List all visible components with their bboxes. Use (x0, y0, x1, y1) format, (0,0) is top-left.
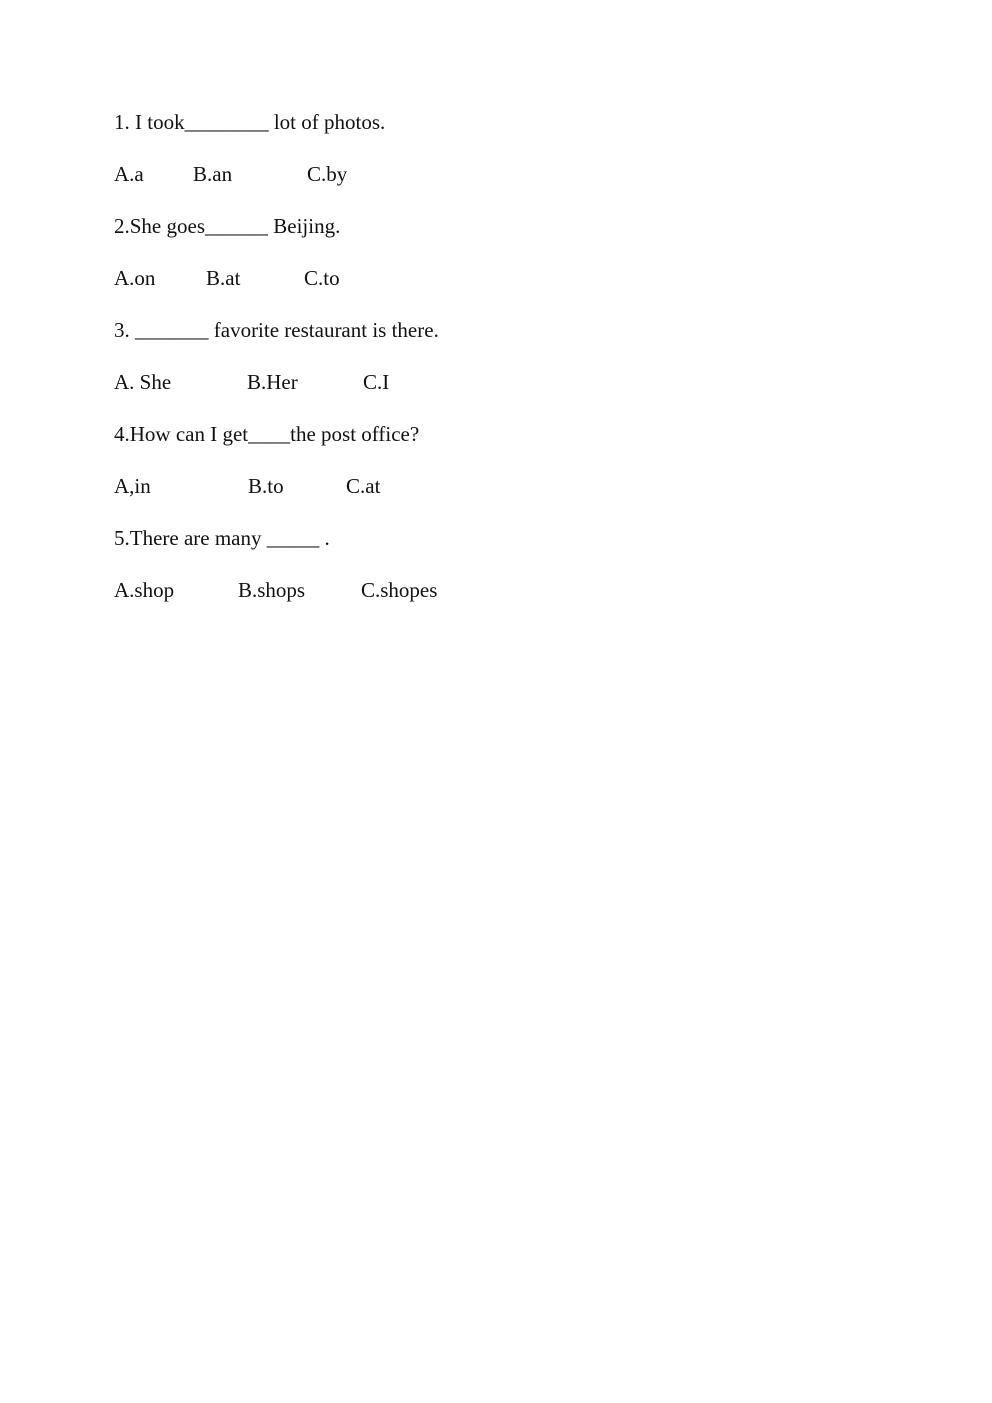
question-5-option-c: C.shopes (361, 578, 438, 602)
question-3-option-a: A. She (114, 370, 172, 394)
question-5-option-a: A.shop (114, 578, 175, 602)
question-3-stem: 3. _______ favorite restaurant is there. (114, 318, 439, 342)
question-5-stem: 5.There are many _____ . (114, 526, 330, 550)
question-4-option-c: C.at (346, 474, 381, 498)
question-1-option-c: C.by (307, 162, 348, 186)
question-3-option-b: B.Her (247, 370, 298, 394)
question-1-option-a: A.a (114, 162, 144, 186)
question-5-option-b: B.shops (238, 578, 306, 602)
question-2-option-b: B.at (206, 266, 241, 290)
question-4-option-a: A,in (114, 474, 151, 498)
question-2-option-a: A.on (114, 266, 156, 290)
question-1-option-b: B.an (193, 162, 233, 186)
question-3-option-c: C.I (363, 370, 390, 394)
question-4-stem: 4.How can I get____the post office? (114, 422, 420, 446)
question-1-stem: 1. I took________ lot of photos. (114, 110, 386, 134)
question-4-option-b: B.to (248, 474, 284, 498)
question-5-options (114, 577, 438, 707)
question-2-stem: 2.She goes______ Beijing. (114, 214, 341, 238)
question-2-option-c: C.to (304, 266, 340, 290)
